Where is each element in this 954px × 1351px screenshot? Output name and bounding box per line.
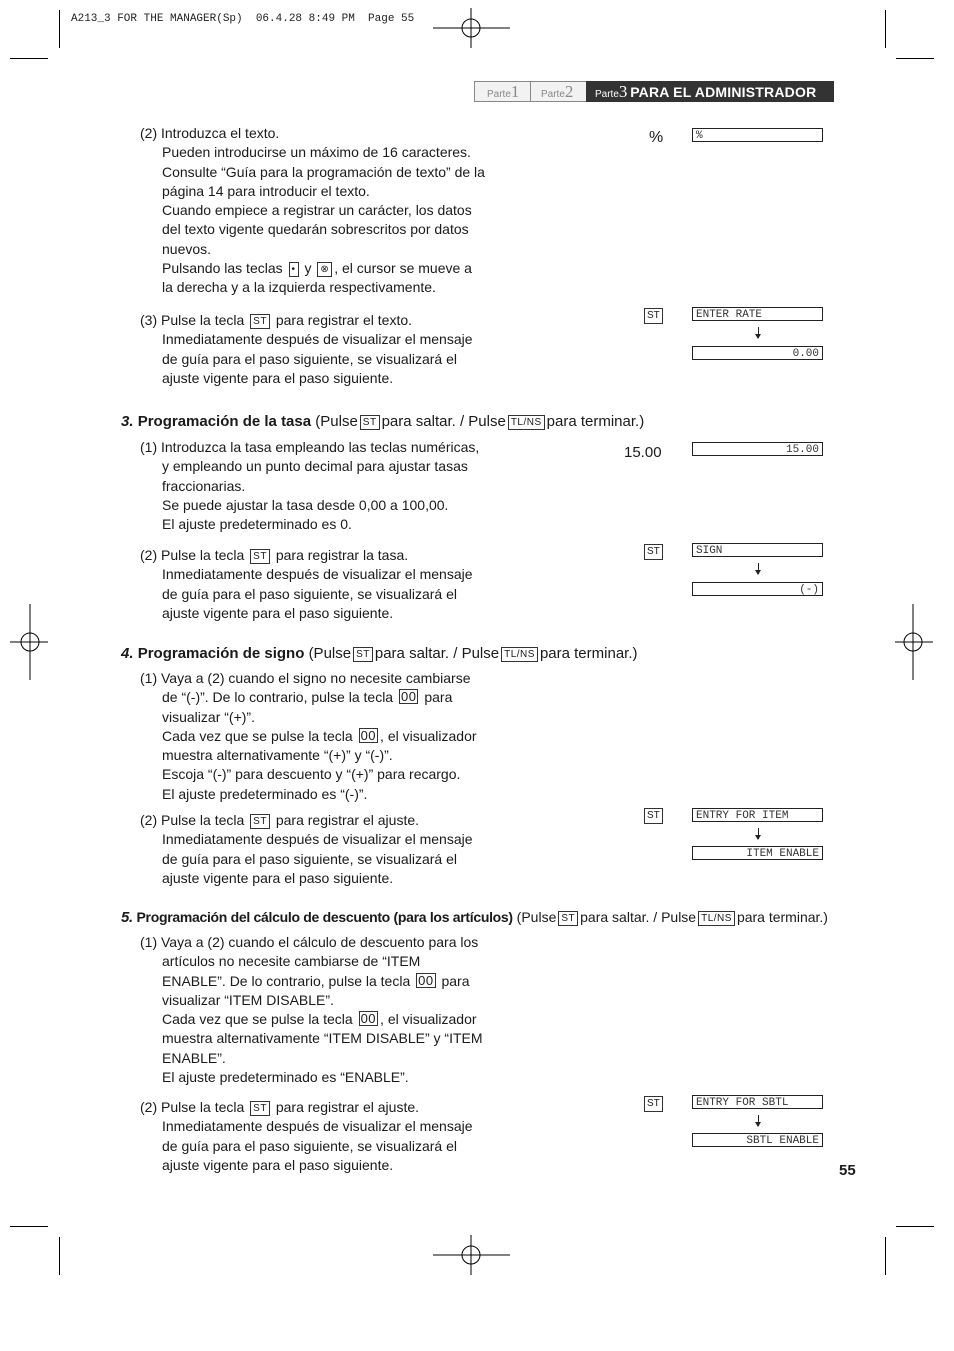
st-key: ST: [353, 647, 373, 662]
page-number: 55: [839, 1162, 856, 1179]
section4-item1: (1) Vaya a (2) cuando el signo no necesite cambiarse de “(-)”. De lo contrario, pulse la tecla 00 para visualizar “(+)”. Cada vez que se pulse la tecla 00 , el visualizador muestra alternativamente “(+)” y “(-)”. Escoja “(-)” para descuento y “(+)” para recargo. El ajuste predeterminado es “(-)”.: [140, 670, 477, 802]
section5-item1: (1) Vaya a (2) cuando el cálculo de descuento para los artículos no necesite cambiarse de “ITEM ENABLE”. De lo contrario, pulse la tecla 00 para visualizar “ITEM DISABLE”. Cada vez que se pulse la tecla 00 , el visualizador muestra alternativamente “ITEM DISABLE” y “ITEM ENABLE”. El ajuste predeterminado es “ENABLE”.: [140, 934, 483, 1086]
multiply-key: ⊗: [317, 262, 332, 277]
input-percent: %: [649, 129, 664, 146]
section5-item2: (2) Pulse la tecla ST para registrar el ajuste. Inmediatamente después de visualizar el mensaje de guía para el paso siguiente, se visualizará el ajuste vigente para el paso siguiente.: [140, 1099, 473, 1173]
display-entry-for-item: ENTRY FOR ITEM: [692, 808, 823, 822]
st-key: ST: [250, 549, 270, 564]
st-key: ST: [250, 1101, 270, 1116]
display-enter-rate: ENTER RATE: [692, 307, 823, 321]
section3-heading: 3. Programación de la tasa (Pulse ST para saltar. / Pulse TL/NS para terminar.): [121, 413, 645, 430]
arrow-down-icon: [758, 327, 759, 338]
tlns-key: TL/NS: [501, 647, 538, 662]
st-key: ST: [558, 911, 578, 926]
section3-item1: (1) Introduzca la tasa empleando las teclas numéricas, y empleando un punto decimal para ajustar tasas fraccionarias. Se puede ajustar la tasa desde 0,00 a 100,00. El ajuste predeterminado es 0.: [140, 439, 480, 533]
arrow-down-icon: [758, 1115, 759, 1126]
tlns-key: TL/NS: [508, 415, 545, 430]
st-key: ST: [644, 308, 663, 324]
display-sign: SIGN: [692, 543, 823, 557]
tab-part2: Parte2: [530, 81, 587, 102]
section4-item2: (2) Pulse la tecla ST para registrar el ajuste. Inmediatamente después de visualizar el mensaje de guía para el paso siguiente, se visualizará el ajuste vigente para el paso siguiente.: [140, 812, 473, 886]
double-zero-key: 00: [400, 689, 417, 705]
dot-key: •: [289, 262, 299, 277]
display-item-enable: ITEM ENABLE: [692, 846, 823, 860]
st-key: ST: [644, 1096, 663, 1112]
step3-text-block: (3) Pulse la tecla ST para registrar el texto. Inmediatamente después de visualizar el mensaje de guía para el paso siguiente, se visualizará el ajuste vigente para el paso siguiente.: [140, 312, 473, 386]
display-sign-value: (-): [692, 582, 823, 596]
st-key: ST: [644, 808, 663, 824]
display-rate: 15.00: [692, 442, 823, 456]
tab-part1: Parte1: [474, 81, 532, 102]
input-rate: 15.00: [624, 444, 662, 461]
display-entry-for-sbtl: ENTRY FOR SBTL: [692, 1095, 823, 1109]
double-zero-key: 00: [360, 727, 377, 743]
double-zero-key: 00: [418, 972, 434, 988]
section5-heading: 5. Programación del cálculo de descuento (para los artículos) (Pulse ST para saltar. / Pulse TL/NS para terminar.): [121, 909, 828, 926]
print-header: A213_3 FOR THE MANAGER(Sp) 06.4.28 8:49 PM Page 55: [71, 13, 415, 25]
double-zero-key: 00: [360, 1011, 377, 1027]
chapter-title: PARA EL ADMINISTRADOR: [630, 84, 817, 100]
section3-item2: (2) Pulse la tecla ST para registrar la tasa. Inmediatamente después de visualizar el mensaje de guía para el paso siguiente, se visualizará el ajuste vigente para el paso siguiente.: [140, 547, 473, 621]
display-rate-value: 0.00: [692, 346, 823, 360]
arrow-down-icon: [758, 828, 759, 839]
tab-part3: Parte3 PARA EL ADMINISTRADOR: [586, 81, 834, 102]
display-sbtl-enable: SBTL ENABLE: [692, 1133, 823, 1147]
display-text: %: [692, 128, 823, 142]
arrow-down-icon: [758, 563, 759, 574]
st-key: ST: [360, 415, 380, 430]
tlns-key: TL/NS: [698, 911, 735, 926]
st-key: ST: [250, 314, 270, 329]
st-key: ST: [250, 814, 270, 829]
step2-text-block: (2) Introduzca el texto. Pueden introducirse un máximo de 16 caracteres. Consulte “Guía para la programación de texto” de la página 14 para introducir el texto. Cuando empiece a registrar un carácter, los datos del texto vigente quedarán sobrescritos por datos nuevos. Pulsando las teclas • y ⊗ , el cursor se mueve a la derecha y a la izquierda respectivamente.: [140, 125, 485, 296]
section4-heading: 4. Programación de signo (Pulse ST para saltar. / Pulse TL/NS para terminar.): [121, 645, 638, 662]
st-key: ST: [644, 544, 663, 560]
